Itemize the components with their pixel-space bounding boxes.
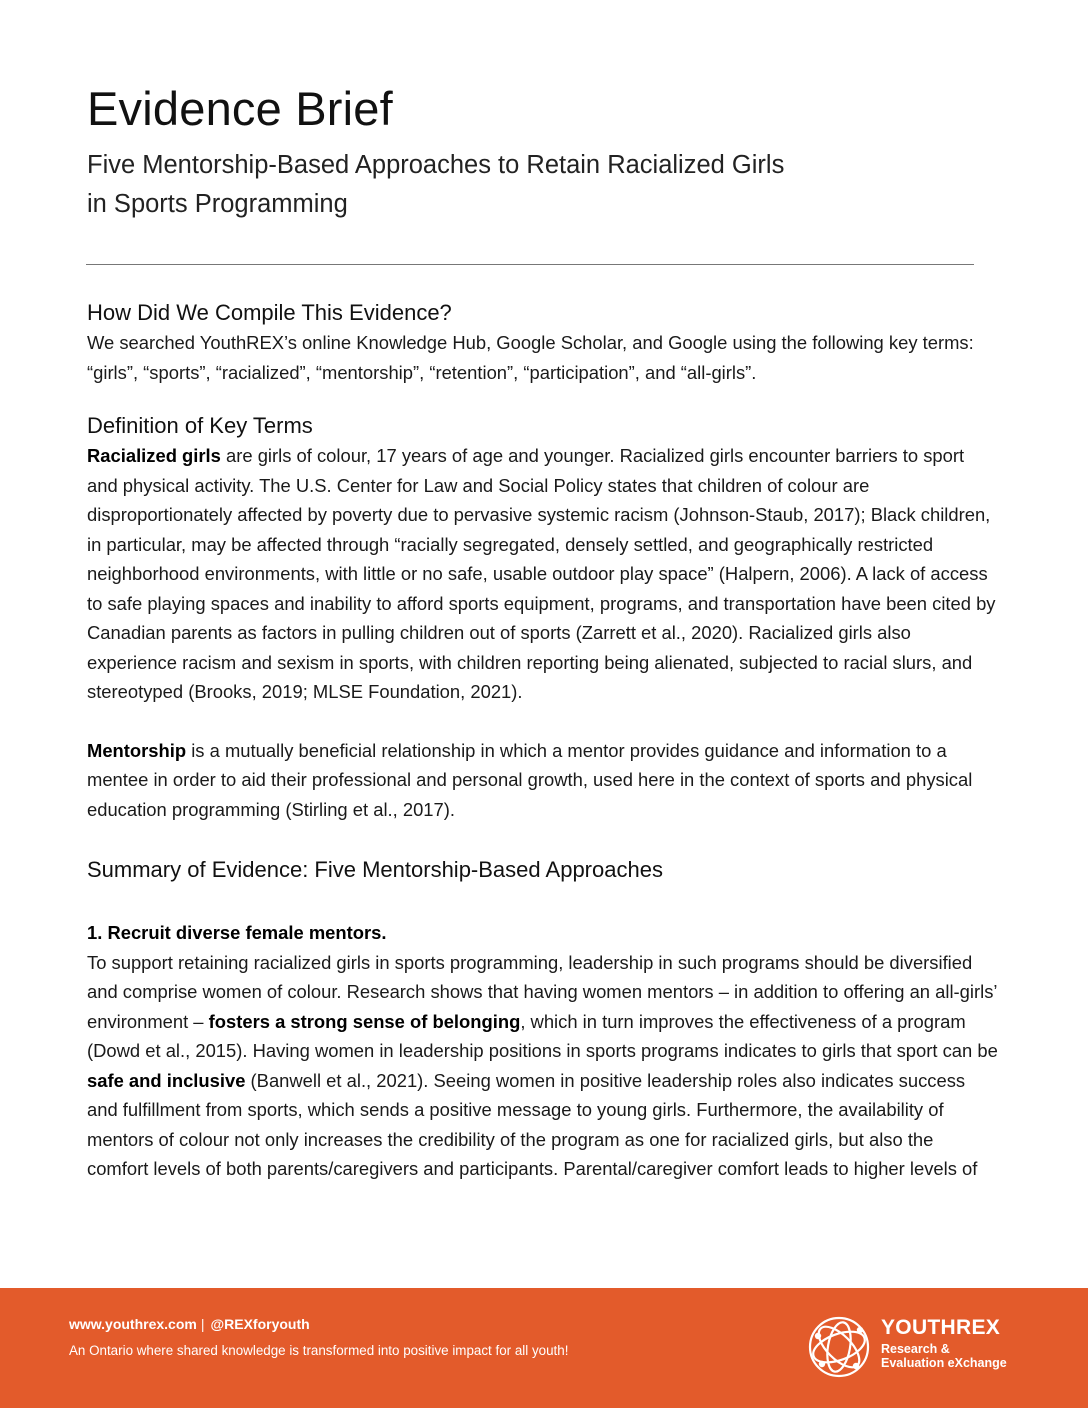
logo-subtitle: [881, 1342, 1007, 1370]
approach-1-text-a: To support retaining racialized girls in sports programming, leadership in such programs should be diversified and comprise women of colour. Research shows that having women mentors – in addition to offering an all-girls’ environment –: [87, 951, 997, 1032]
footer-separator: |: [200, 1316, 205, 1332]
compile-paragraph: We searched YouthREX’s online Knowledge Hub, Google Scholar, and Google using the following key terms: “girls”, “sports”, “racialized”, “mentorship”, “retention”, “participation”, and “all-girls”.: [87, 332, 974, 383]
title-divider: [86, 264, 974, 265]
mentorship-text: is a mutually beneficial relationship in which a mentor provides guidance and information to a mentee in order to aid their professional and personal growth, used here in the context of sports and physical education programming (Stirling et al., 2017).: [87, 739, 973, 820]
compile-heading: How Did We Compile This Evidence?: [87, 300, 452, 325]
logo-subtitle-line-1: Research &: [881, 1342, 950, 1356]
footer-tagline: An Ontario where shared knowledge is transformed into positive impact for all youth!: [69, 1343, 569, 1358]
definitions-heading: Definition of Key Terms: [87, 413, 313, 438]
subtitle-line-1: Five Mentorship-Based Approaches to Retain Racialized Girls: [87, 151, 785, 179]
social-handle-link[interactable]: @REXforyouth: [210, 1316, 310, 1332]
mentorship-term: Mentorship: [87, 739, 187, 761]
racialized-girls-definition: [87, 441, 999, 707]
youthrex-logo: [806, 1314, 1036, 1380]
youthrex-logo-icon: [806, 1314, 872, 1380]
approach-1-paragraph: [87, 948, 999, 1184]
safe-inclusive-emphasis: safe and inclusive: [87, 1069, 246, 1091]
racialized-girls-term: Racialized girls: [87, 445, 221, 466]
footer-banner: [0, 1288, 1088, 1408]
logo-subtitle-line-2: Evaluation eXchange: [881, 1356, 1007, 1370]
mentorship-definition: [87, 736, 999, 825]
page-title: Evidence Brief: [87, 82, 393, 135]
belonging-emphasis: fosters a strong sense of belonging: [208, 1010, 521, 1032]
approach-1-text-c: (Banwell et al., 2021). Seeing women in positive leadership roles also indicates success and fulfillment from sports, which sends a positive message to young girls. Furthermore, the availability of mentors of colour not only increases the credibility of the program as one for racialized girls, but also the comfort levels of both parents/caregivers and participants. Parental/caregiver comfort leads to higher levels of: [87, 1069, 978, 1179]
summary-heading: Summary of Evidence: Five Mentorship-Based Approaches: [87, 857, 663, 882]
page-subtitle: [87, 146, 999, 224]
main-content: [87, 78, 999, 1184]
subtitle-line-2: in Sports Programming: [87, 190, 348, 218]
logo-name: YOUTHREX: [881, 1316, 1001, 1339]
racialized-girls-text: are girls of colour, 17 years of age and younger. Racialized girls encounter barriers to sport and physical activity. The U.S. Center for Law and Social Policy states that children of colour are disproportionately affected by poverty due to pervasive systemic racism (Johnson-Staub, 2017); Black children, in particular, may be affected through “racially segregated, densely settled, and geographically restricted neighborhood environments, with little or no safe, usable outdoor play space” (Halpern, 2006). A lack of access to safe playing spaces and inability to afford sports equipment, programs, and transportation have been cited by Canadian parents as factors in pulling children out of sports (Zarrett et al., 2020). Racialized girls also experience racism and sexism in sports, with children reporting being alienated, subjected to racial slurs, and stereotyped (Brooks, 2019; MLSE Foundation, 2021).: [87, 445, 996, 702]
website-link[interactable]: www.youthrex.com: [69, 1316, 197, 1332]
approach-1-text-b: , which in turn improves the effectiveness of a program (Dowd et al., 2015). Having women in leadership positions in sports programs indicates to girls that sport can be: [87, 1010, 998, 1061]
approach-1-heading: 1. Recruit diverse female mentors.: [87, 922, 387, 943]
footer-links: [69, 1315, 310, 1333]
